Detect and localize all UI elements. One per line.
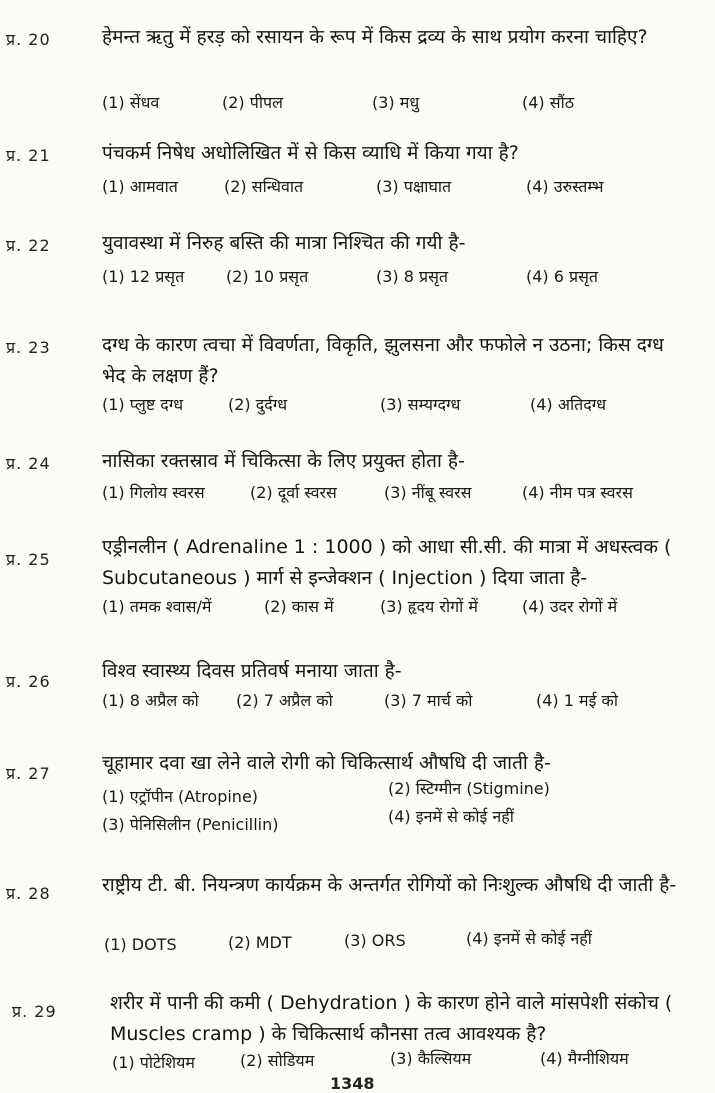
option-3: (3) 8 प्रसृत: [376, 267, 449, 286]
option-1: (1) पोटेशियम: [112, 1053, 195, 1072]
option-3: (3) सम्यग्दग्ध: [380, 395, 461, 414]
option-4: (4) सौंठ: [522, 93, 575, 112]
option-1: (1) एट्रॉपीन (Atropine): [102, 787, 259, 806]
question-number: प्र. 29: [12, 1002, 57, 1021]
option-4: (4) उरुस्तम्भ: [526, 177, 604, 196]
question-text: एड्रीनलीन ( Adrenaline 1 : 1000 ) को आधा सी.सी. की मात्रा में अधस्त्वक ( Subcutaneous ) मार्ग से इन्जेक्शन ( Injection ) दिया जाता है-: [102, 536, 672, 589]
option-2: (2) पीपल: [222, 93, 283, 112]
option-1: (1) DOTS: [104, 935, 177, 954]
option-1: (1) प्लुष्ट दग्ध: [102, 395, 184, 414]
option-3: (3) हृदय रोगों में: [380, 597, 478, 616]
option-4: (4) इनमें से कोई नहीं: [466, 929, 592, 948]
option-4: (4) 6 प्रसृत: [526, 267, 599, 286]
option-4: (4) 1 मई को: [536, 691, 618, 710]
option-1: (1) गिलोय स्वरस: [102, 483, 205, 502]
option-2: (2) दूर्वा स्वरस: [250, 483, 337, 502]
option-4: (4) इनमें से कोई नहीं: [388, 807, 514, 826]
option-1: (1) 8 अप्रैल को: [102, 691, 199, 710]
option-2: (2) 7 अप्रैल को: [236, 691, 333, 710]
question-text: विश्व स्वास्थ्य दिवस प्रतिवर्ष मनाया जाता है-: [102, 660, 402, 682]
option-4: (4) अतिदग्ध: [530, 395, 607, 414]
option-3: (3) नींबू स्वरस: [384, 483, 472, 502]
option-2: (2) सोडियम: [240, 1051, 315, 1070]
option-2: (2) स्टिग्मीन (Stigmine): [388, 779, 550, 798]
question-number: प्र. 20: [6, 30, 51, 49]
question-number: प्र. 22: [6, 236, 51, 255]
question-text: शरीर में पानी की कमी ( Dehydration ) के कारण होने वाले मांसपेशी संकोच ( Muscles cramp ) के चिकित्सार्थ कौनसा तत्व आवश्यक है?: [110, 992, 673, 1045]
question-number: प्र. 26: [6, 672, 51, 691]
question-text: राष्ट्रीय टी. बी. नियन्त्रण कार्यक्रम के अन्तर्गत रोगियों को निःशुल्क औषधि दी जाती है-: [102, 874, 677, 896]
option-3: (3) पेनिसिलीन (Penicillin): [102, 815, 279, 834]
option-1: (1) तमक श्वास/में: [102, 597, 212, 616]
option-1: (1) 12 प्रसृत: [102, 267, 185, 286]
question-number: प्र. 27: [6, 764, 51, 783]
option-4: (4) नीम पत्र स्वरस: [522, 483, 633, 502]
option-3: (3) मधु: [372, 93, 420, 112]
option-2: (2) 10 प्रसृत: [226, 267, 309, 286]
option-2: (2) सन्धिवात: [224, 177, 304, 196]
question-text: युवावस्था में निरुह बस्ति की मात्रा निश्चित की गयी है-: [102, 232, 466, 254]
option-3: (3) 7 मार्च को: [384, 691, 473, 710]
page-number: 1348: [330, 1074, 375, 1093]
option-3: (3) कैल्सियम: [390, 1049, 472, 1068]
question-number: प्र. 28: [6, 884, 51, 903]
question-number: प्र. 23: [6, 338, 51, 357]
question-text: चूहामार दवा खा लेने वाले रोगी को चिकित्सार्थ औषधि दी जाती है-: [102, 752, 551, 774]
question-number: प्र. 25: [6, 550, 51, 569]
option-4: (4) उदर रोगों में: [522, 597, 618, 616]
question-number: प्र. 24: [6, 454, 51, 473]
question-text: दग्ध के कारण त्वचा में विवर्णता, विकृति, झुलसना और फफोले न उठना; किस दग्ध भेद के लक्षण हैं?: [102, 334, 664, 387]
option-2: (2) दुर्दग्ध: [228, 395, 288, 414]
option-2: (2) कास में: [264, 597, 334, 616]
question-text: पंचकर्म निषेध अधोलिखित में से किस व्याधि में किया गया है?: [102, 142, 519, 164]
option-1: (1) आमवात: [102, 177, 178, 196]
question-text: नासिका रक्तस्राव में चिकित्सा के लिए प्रयुक्त होता है-: [102, 450, 465, 472]
option-3: (3) ORS: [344, 931, 406, 950]
question-number: प्र. 21: [6, 146, 51, 165]
option-1: (1) सेंधव: [102, 93, 160, 112]
option-4: (4) मैग्नीशियम: [540, 1049, 629, 1068]
option-3: (3) पक्षाघात: [376, 177, 452, 196]
question-text: हेमन्त ऋतु में हरड़ को रसायन के रूप में किस द्रव्य के साथ प्रयोग करना चाहिए?: [102, 26, 648, 48]
option-2: (2) MDT: [228, 933, 292, 952]
